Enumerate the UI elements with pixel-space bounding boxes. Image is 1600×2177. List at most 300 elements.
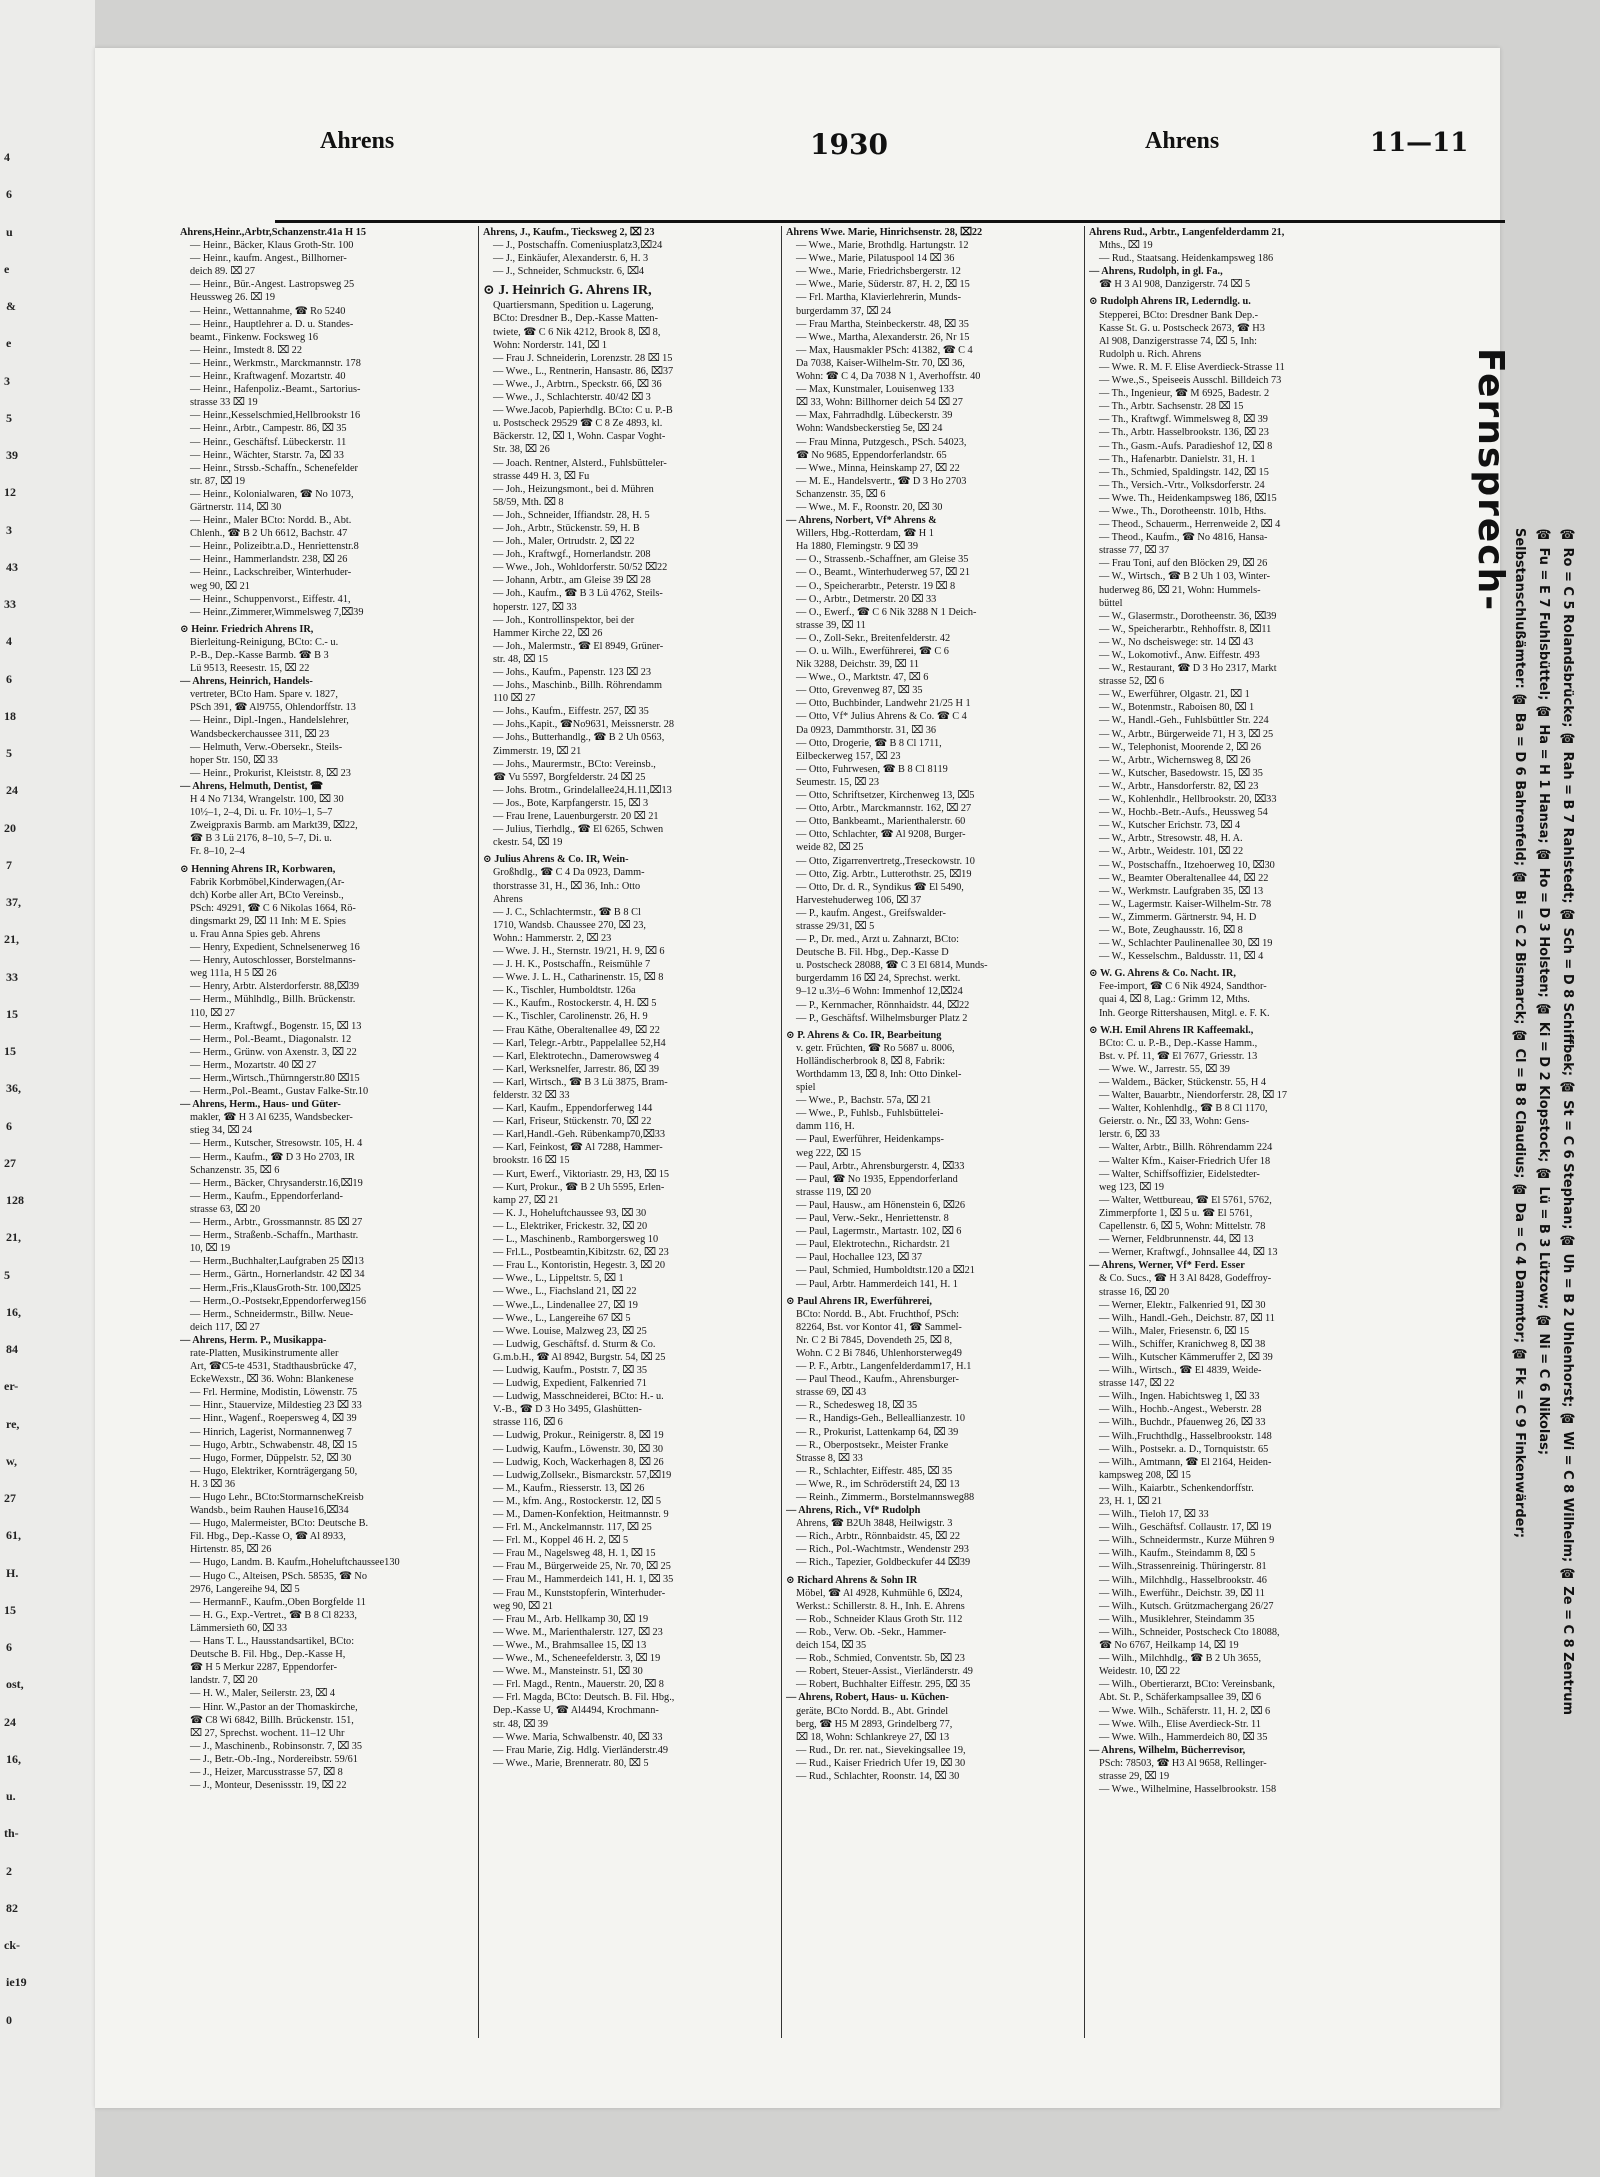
directory-entry: — O., Arbtr., Detmerstr. 20 ⌧ 33 [796,593,937,605]
directory-entry: — Otto, Schriftsetzer, Kirchenweg 13, ⌧5 [796,790,975,802]
margin-fragment: 36, [6,1081,21,1096]
margin-fragment: 5 [4,1267,10,1282]
directory-entry: — Karl, Feinkost, ☎ Al 7288, Hammer- [493,1142,663,1154]
directory-entry: — Rud., Kaiser Friedrich Ufer 19, ⌧ 30 [796,1757,966,1769]
directory-entry: Weidestr. 10, ⌧ 22 [1099,1666,1181,1678]
directory-entry: — Hugo, Landm. B. Kaufm.,Hoheluftchaussee130 [190,1557,400,1569]
directory-entry: Abt. St. P., Schäferkampsallee 39, ⌧ 6 [1099,1692,1262,1704]
running-head-right: Ahrens [1145,128,1220,154]
directory-entry: — Heinr., Imstedt 8. ⌧ 22 [190,344,302,356]
directory-entry: strasse 63, ⌧ 20 [190,1203,261,1215]
directory-entry: deich 117, ⌧ 27 [190,1321,260,1333]
directory-entry: 9–12 u.3½–6 Wohn: Immenhof 12,⌧24 [796,986,963,998]
directory-entry: — Th., Ingenieur, ☎ M 6925, Badestr. 2 [1099,388,1270,400]
directory-entry: 10, ⌧ 19 [190,1243,231,1255]
directory-entry: — Wwe. Wilh., Hammerdeich 80, ⌧ 35 [1099,1731,1268,1743]
column-1 [180,226,474,2038]
directory-entry: weg 90, ⌧ 21 [493,1600,553,1612]
directory-entry: — Heinr., Hauptlehrer a. D. u. Standes- [190,318,354,330]
directory-entry: — W., Kohlenhdlr., Hellbrookstr. 20, ⌧33 [1099,794,1277,806]
directory-entry: — H. W., Maler, Seilerstr. 23, ⌧ 4 [190,1688,336,1700]
directory-entry: Holländischerbrook 8, ⌧ 8, Fabrik: [796,1055,946,1067]
directory-entry: — Julius, Tierhdlg., ☎ El 6265, Schwen [493,824,664,836]
directory-entry: Bierleitung-Reinigung, BCto: C.- u. [190,636,339,648]
margin-fragment: 82 [6,1900,18,1915]
directory-entry: BCto: Dresdner B., Dep.-Kasse Matten- [493,313,659,325]
directory-entry: weg 111a, H 5 ⌧ 26 [190,968,277,980]
margin-fragment: 3 [4,373,10,388]
directory-entry: — Wwe., P., Fuhlsb., Fuhlsbüttelei- [796,1108,944,1120]
directory-entry: — M., Kaufm., Riesserstr. 13, ⌧ 26 [493,1482,645,1494]
directory-entry: — W., Kutscher, Basedowstr. 15, ⌧ 35 [1099,767,1263,779]
directory-entry: — Heinr., Polizeibtr.a.D., Henriettenstr.8 [190,541,359,553]
directory-entry: — Paul, Elektrotechn., Richardstr. 21 [796,1239,951,1251]
directory-entry: — O., Beamt., Winterhuderweg 57, ⌧ 21 [796,567,970,579]
directory-entry: — Herm., Mozartstr. 40 ⌧ 27 [190,1059,317,1071]
margin-fragment: 61, [6,1528,21,1543]
directory-entry: — Wilh., Postsekr. a. D., Tornquiststr. 65 [1099,1443,1269,1455]
directory-entry: — Reinh., Zimmerm., Borstelmannsweg88 [796,1492,975,1503]
directory-entry: — Heinr., Wettannahme, ☎ Ro 5240 [190,305,346,317]
directory-entry: 58/59, Mth. ⌧ 8 [493,496,564,508]
directory-entry: Quartiersmann, Spedition u. Lagerung, [493,300,654,312]
directory-entry: — W., Arbtr., Weidestr. 101, ⌧ 22 [1099,846,1244,858]
directory-entry: Da 7038, Kaiser-Wilhelm-Str. 70, ⌧ 36, [796,357,965,369]
directory-entry: vertreter, BCto Ham. Spare v. 1827, [190,689,338,701]
directory-entry: weg 90, ⌧ 21 [190,580,250,592]
directory-entry: — Wilh.,Fruchthdlg., Hasselbrookstr. 148 [1099,1430,1272,1442]
directory-entry: — Hugo, Elektriker, Kornträgergang 50, [190,1465,358,1477]
directory-entry: strasse 29, ⌧ 19 [1099,1770,1170,1782]
directory-entry: Stepperei, BCto: Dresdner Bank Dep.- [1099,309,1258,321]
directory-entry: — Joh., Kaufm., ☎ B 3 Lü 4762, Steils- [493,588,663,600]
directory-entry: — J., Heizer, Marcusstrasse 57, ⌧ 8 [190,1766,343,1778]
directory-entry: ☎ C8 Wi 6842, Billh. Brückenstr. 151, [190,1714,354,1726]
directory-entry: Wandsb., beim Rauhen Hause16,⌧34 [190,1505,349,1517]
directory-entry: strasse 52, ⌧ 6 [1099,676,1165,688]
directory-entry: — W., Arbtr., Hansdorferstr. 82, ⌧ 23 [1099,780,1259,792]
directory-entry: — Wwe. Louise, Malzweg 23, ⌧ 25 [493,1325,647,1337]
directory-entry: Art, ☎C5-te 4531, Stadthausbrücke 47, [190,1361,357,1373]
directory-entry: — Hugo, Malermeister, BCto: Deutsche B. [190,1518,369,1530]
directory-entry: — Wwe., Wilhelmine, Hasselbrookstr. 158 [1099,1784,1277,1796]
directory-entry: kamp 27, ⌧ 21 [493,1194,559,1206]
directory-entry: — Wwe.,S., Speiseeis Ausschl. Billdeich 73 [1099,375,1282,387]
directory-entry: 110, ⌧ 27 [190,1007,235,1019]
directory-entry: — Frl. Magd., Rentn., Mauerstr. 20, ⌧ 8 [493,1679,664,1691]
directory-entry: — M., kfm. Ang., Rostockerstr. 12, ⌧ 5 [493,1495,662,1507]
directory-entry: geräte, BCto Nordd. B., Abt. Grindel [796,1705,949,1717]
directory-entry: — Ahrens, Heinrich, Handels- [180,676,313,688]
directory-entry: Schanzenstr. 35, ⌧ 6 [190,1164,280,1176]
directory-entry: — Hinr. W.,Pastor an der Thomaskirche, [190,1701,358,1713]
directory-entry: — W., Wirtsch., ☎ B 2 Uh 1 03, Winter- [1099,571,1271,583]
directory-entry: ⊙ Paul Ahrens IR, Ewerführerei, [786,1295,932,1307]
directory-entry: — Wwe. Maria, Schwalbenstr. 40, ⌧ 33 [493,1731,663,1743]
directory-entry: — R., Schlachter, Eiffestr. 485, ⌧ 35 [796,1465,953,1477]
directory-entry: — O., Ewerf., ☎ C 6 Nik 3288 N 1 Deich- [796,606,977,618]
directory-entry: — W., Zimmerm. Gärtnerstr. 94, H. D [1099,911,1257,923]
directory-entry: — Rob., Schneider Klaus Groth Str. 112 [796,1613,963,1625]
directory-entry: ⊙ W.H. Emil Ahrens IR Kaffeemakl., [1089,1024,1254,1036]
directory-entry: — Herm., Arbtr., Grossmannstr. 85 ⌧ 27 [190,1217,363,1229]
directory-entry: — Wilh., Wirtsch., ☎ El 4839, Weide- [1099,1365,1262,1377]
margin-fragment: th- [4,1826,19,1841]
directory-entry: — Heinr., Arbtr., Campestr. 86, ⌧ 35 [190,423,347,435]
directory-entry: — Otto, Schlachter, ☎ Al 9208, Burger- [796,829,966,841]
directory-page [95,48,1575,2108]
directory-entry: — Hans T. L., Hausstandsartikel, BCto: [190,1636,355,1648]
directory-entry: Str. 38, ⌧ 26 [493,444,550,456]
directory-entry: — Frau L., Kontoristin, Hegestr. 3, ⌧ 20 [493,1260,666,1272]
column-divider [478,226,479,2038]
directory-entry: ⊙ Heinr. Friedrich Ahrens IR, [180,623,314,635]
directory-entry: ckestr. 54, ⌧ 19 [493,837,563,849]
directory-entry: — Wilh., Obertierarzt, BCto: Vereinsbank, [1099,1679,1275,1691]
directory-entry: burgerdamm 37, ⌧ 24 [796,305,892,317]
telephone-exchange-legend [1470,348,1588,1728]
directory-entry: — Otto, Bankbeamt., Marienthalerstr. 60 [796,816,966,828]
margin-fragment: 39 [6,448,18,463]
directory-entry: — Wwe., Martha, Alexanderstr. 26, Nr 15 [796,331,970,343]
directory-entry: — Ludwig, Kaufm., Löwenstr. 30, ⌧ 30 [493,1443,664,1455]
directory-entry: — W., Restaurant, ☎ D 3 Ho 2317, Markt [1099,663,1277,675]
directory-entry: — Herm., Schneidermstr., Billw. Neue- [190,1308,354,1320]
directory-entry: Willers, Hbg.-Rotterdam, ☎ H 1 [796,528,934,540]
directory-entry: — W., Bote, Zeughausstr. 16, ⌧ 8 [1099,924,1243,936]
margin-fragment: 3 [6,522,12,537]
directory-entry: strasse 449 H. 3, ⌧ Fu [493,470,590,482]
directory-entry: 110 ⌧ 27 [493,693,536,705]
directory-entry: — Wwe. Wilh., Elise Averdieck-Str. 11 [1099,1718,1261,1730]
page-number: 11—11 [1370,128,1469,158]
directory-entry: BCto: C. u. P.-B., Dep.-Kasse Hamm., [1099,1037,1258,1049]
previous-page-edge [0,0,95,2177]
directory-entry: quai 4, ⌧ 8, Lag.: Grimm 12, Mths. [1099,994,1250,1006]
directory-entry: u. Frau Anna Spies geb. Ahrens [190,928,321,940]
directory-entry: — Otto, Drogerie, ☎ B 8 Cl 1711, [796,737,942,749]
directory-entry: — W., Lagermstr. Kaiser-Wilhelm-Str. 78 [1099,898,1272,910]
directory-entry: — O., Strassenb.-Schaffner, am Gleise 35 [796,554,969,566]
directory-entry: — Herm., Bäcker, Chrysanderstr.16,⌧19 [190,1177,363,1189]
margin-fragment: 37, [6,895,21,910]
directory-entry: Lämmersieth 60, ⌧ 33 [190,1622,288,1634]
directory-entry: Bäckerstr. 12, ⌧ 1, Wohn. Caspar Voght- [493,431,666,443]
margin-fragment: 27 [4,1155,16,1170]
directory-entry: Zimmerstr. 19, ⌧ 21 [493,745,582,757]
directory-entry: — Wilh., Ingen. Habichtsweg 1, ⌧ 33 [1099,1391,1260,1403]
directory-entry: dch) Korbe aller Art, BCto Vereinsb., [190,889,344,901]
directory-entry: — Herm.,Pol.-Beamt., Gustav Falke-Str.10 [190,1086,369,1098]
directory-entry: — W., Botenmstr., Raboisen 80, ⌧ 1 [1099,702,1255,714]
directory-entry: Möbel, ☎ Al 4928, Kuhmühle 6, ⌧24, [796,1587,963,1599]
directory-entry: H 4 No 7134, Wrangelstr. 100, ⌧ 30 [190,794,344,806]
directory-entry: — Karl, Kaufm., Eppendorferweg 144 [493,1103,653,1115]
directory-entry: — Frau M., Kunststopferin, Winterhuder- [493,1587,666,1599]
directory-entry: — P. F., Arbtr., Langenfelderdamm17, H.1 [796,1361,972,1373]
directory-entry: — Joh., Maler, Ortrudstr. 2, ⌧ 22 [493,536,635,548]
directory-entry: — Heinr., Schuppenvorst., Eiffestr. 41, [190,593,351,605]
directory-entry: — Wilh., Musiklehrer, Steindamm 35 [1099,1613,1255,1625]
directory-entry: Ahrens,Heinr.,Arbtr,Schanzenstr.41a H 15 [180,227,367,238]
directory-entry: — Robert, Steuer-Assist., Vierländerstr. 49 [796,1666,973,1678]
page-year: 1930 [810,128,888,161]
directory-entry: Wandsbeckerchaussee 311, ⌧ 23 [190,728,330,740]
directory-entry: — Ludwig, Koch, Wackerhagen 8, ⌧ 26 [493,1456,664,1468]
directory-entry: ☎ B 3 Lü 2176, 8–10, 5–7, Di. u. [190,833,332,845]
directory-entry: — Kurt, Ewerf., Viktoriastr. 29, H3, ⌧ 15 [493,1168,670,1180]
directory-entry: — Heinr., Kraftwagenf. Mozartstr. 40 [190,371,346,383]
directory-entry: — W., Speicherarbtr., Rehhoffstr. 8, ⌧11 [1099,623,1272,635]
directory-entry: — Wwe., Marie, Brenneratr. 80, ⌧ 5 [493,1757,649,1769]
directory-entry: — Wwe., P., Bachstr. 57a, ⌧ 21 [796,1095,932,1107]
directory-entry: — W., Beamter Oberaltenallee 44, ⌧ 22 [1099,872,1269,884]
directory-entry: — Wilh., Kutsch. Grützmachergang 26/27 [1099,1600,1274,1612]
directory-entry: — K., Tischler, Carolinenstr. 26, H. 9 [493,1011,648,1023]
directory-entry: — Hugo, Arbtr., Schwabenstr. 48, ⌧ 15 [190,1439,358,1451]
column-4 [1089,226,1383,2038]
margin-fragment: 4 [4,150,10,164]
directory-entry: strasse 29/31, ⌧ 5 [796,920,875,932]
directory-entry: — Th., Versich.-Vrtr., Volksdorferstr. 24 [1099,479,1265,491]
directory-entry: — Johs.,Kapit., ☎No9631, Meissnerstr. 28 [493,719,675,731]
directory-entry: — Ahrens, Werner, Vf* Ferd. Esser [1089,1260,1245,1272]
directory-entry: strasse 33 ⌧ 19 [190,397,258,409]
directory-entry: — Ahrens, Wilhelm, Bücherrevisor, [1089,1744,1246,1756]
directory-entry: — Wwe., L., Lippeltstr. 5, ⌧ 1 [493,1273,624,1285]
directory-entry: ☎ No 6767, Heilkamp 14, ⌧ 19 [1099,1640,1239,1652]
directory-entry: — Wilh.,Strassenreinig. Thüringerstr. 81 [1099,1561,1267,1573]
directory-entry: landstr. 7, ⌧ 20 [190,1675,258,1687]
directory-entry: deich 154, ⌧ 35 [796,1640,867,1652]
directory-entry: G.m.b.H., ☎ Al 8942, Burgstr. 54, ⌧ 25 [493,1351,666,1363]
directory-entry: Worthdamm 13, ⌧ 8, Inh: Otto Dinkel- [796,1069,962,1080]
directory-entry: strasse 77, ⌧ 37 [1099,545,1170,557]
directory-entry: — Hinrich, Lagerist, Normannenweg 7 [190,1426,352,1438]
directory-entry: — Johs., Butterhandlg., ☎ B 2 Uh 0563, [493,732,665,744]
directory-entry: — M. E., Handelsvertr., ☎ D 3 Ho 2703 [796,475,967,487]
margin-fragment: ost, [6,1677,24,1692]
directory-entry: — Joh., Kontrollinspektor, bei der [493,614,635,626]
margin-fragment: 5 [6,410,12,425]
directory-entry: — Herm.,Wirtsch.,Thürnngerstr.80 ⌧15 [190,1073,360,1084]
directory-entry: — Heinr.,Zimmerer,Wimmelsweg 7,⌧39 [190,606,364,618]
directory-entry: — Wilh., Milchhdlg., Hasselbrookstr. 46 [1099,1574,1267,1586]
directory-entry: — Paul, Arbtr. Hammerdeich 141, H. 1 [796,1278,958,1290]
directory-entry: — Rich., Arbtr., Rönnbaidstr. 45, ⌧ 22 [796,1531,961,1543]
directory-entry: — Wwe., Marie, Pilatuspool 14 ⌧ 36 [796,253,955,265]
directory-entry: Deutsche B. Fil. Hbg., Dep.-Kasse D [796,947,949,959]
directory-entry: Wohn: Wandsbeckerstieg 5e, ⌧ 24 [796,423,943,435]
directory-entry: — Joh., Arbtr., Stückenstr. 59, H. B [493,522,640,534]
directory-entry: — Joach. Rentner, Alsterd., Fuhlsbütteler- [493,457,667,469]
directory-entry: — Rich., Pol.-Wachtmstr., Wendenstr 293 [796,1544,969,1556]
directory-entry: — Karl,Handl.-Geh. Rübenkamp70,⌧33 [493,1129,666,1141]
directory-entry: — J., Schneider, Schmuckstr. 6, ⌧4 [493,266,645,278]
directory-entry: — Johs., Kaufm., Papenstr. 123 ⌧ 23 [493,667,652,678]
directory-entry: — Wilh., Amtmann, ☎ El 2164, Heiden- [1099,1456,1272,1468]
directory-entry: — J., Maschinenb., Robinsonstr. 7, ⌧ 35 [190,1740,363,1752]
directory-entry: — Heinr., Hammerlandstr. 238, ⌧ 26 [190,554,348,566]
directory-entry: — Wilh., Buchdr., Pfauenweg 26, ⌧ 33 [1099,1417,1266,1429]
directory-entry: — Ahrens, Robert, Haus- u. Küchen- [786,1692,949,1704]
directory-entry: — Hugo Lehr., BCto:StormarnscheKreisb [190,1492,364,1503]
directory-entry: — Rob., Schmied, Conventstr. 5b, ⌧ 23 [796,1653,965,1665]
directory-entry: — Heinr., Maler BCto: Nordd. B., Abt. [190,515,352,527]
directory-entry: — Max, Kunstmaler, Louisenweg 133 [796,384,955,396]
directory-entry: — Henry, Arbtr. Alsterdorferstr. 88,⌧39 [190,981,360,993]
directory-entry: Fee-import, ☎ C 6 Nik 4924, Sandthor- [1099,981,1267,993]
directory-entry: — Heinr., Lackschreiber, Winterhuder- [190,567,352,579]
directory-entry: — Wwe., L., Langereihe 67 ⌧ 5 [493,1312,631,1324]
directory-entry: — Walter, Wettbureau, ☎ El 5761, 5762, [1099,1194,1272,1206]
margin-fragment: 15 [4,1044,16,1059]
directory-entry: — Henry, Autoschlosser, Borstelmanns- [190,955,356,967]
directory-entry: — Th., Hafenarbtr. Danielstr. 31, H. 1 [1099,453,1256,465]
directory-entry: 82264, Bst. vor Kontor 41, ☎ Sammel- [796,1321,962,1333]
directory-entry: — Joh., Kraftwgf., Hornerlandstr. 208 [493,549,651,561]
directory-entry: strasse 16, ⌧ 20 [1099,1286,1170,1298]
margin-fragment: 15 [4,1602,16,1617]
margin-fragment: 15 [6,1006,18,1021]
directory-entry: — J., Postschaffn. Comeniusplatz3,⌧24 [493,240,663,252]
header-rule [275,220,1505,223]
directory-entry: — P., Kernmacher, Rönnhaidstr. 44, ⌧22 [796,999,970,1011]
directory-entry: — Frl. Martha, Klavierlehrerin, Munds- [796,292,961,304]
directory-entry: — Karl, Werksnelfer, Jarrestr. 86, ⌧ 39 [493,1063,659,1075]
directory-entry: — Wilh., Tieloh 17, ⌧ 33 [1099,1509,1209,1521]
directory-entry: — Otto, Dr. d. R., Syndikus ☎ El 5490, [796,881,964,893]
directory-entry: — Wilh., Ewerführ., Deichstr. 39, ⌧ 11 [1099,1587,1265,1599]
directory-entry: Ahrens, ☎ B2Uh 3848, Heilwigstr. 3 [796,1518,953,1530]
directory-entry: Großhdlg., ☎ C 4 Da 0923, Damm- [493,867,645,879]
directory-entry: — L., Maschinenb., Ramborgersweg 10 [493,1234,659,1246]
directory-entry: thorstrasse 31, H., ⌧ 36, Inh.: Otto [493,880,641,892]
directory-entry: — Paul, ☎ No 1935, Eppendorferland [796,1173,958,1185]
directory-entry: Nik 3288, Deichstr. 39, ⌧ 11 [796,659,920,671]
margin-fragment: & [6,299,16,314]
directory-entry: — W., Arbtr., Stresowstr. 48, H. A. [1099,833,1243,845]
directory-entry: Strasse 8, ⌧ 33 [796,1452,863,1464]
directory-entry: — Ahrens, Norbert, Vf* Ahrens & [786,515,937,527]
directory-entry: — Hinr., Wagenf., Roepersweg 4, ⌧ 39 [190,1413,357,1425]
directory-entry: — Ludwig, Expedient, Falkenried 71 [493,1378,647,1390]
directory-entry: — Hinr., Stauervize, Mildestieg 23 ⌧ 33 [190,1400,362,1412]
directory-entry: ☎ H 5 Merkur 2287, Eppendorfer- [190,1662,338,1674]
directory-entry: — Herm., Gärtn., Hornerlandstr. 42 ⌧ 34 [190,1269,365,1281]
directory-entry: — Heinr., Dipl.-Ingen., Handelslehrer, [190,715,349,727]
directory-entry: — Frau J. Schneiderin, Lorenzstr. 28 ⌧ 15 [493,352,673,364]
directory-entry: — Heinr., Strssb.-Schaffn., Schenefelder [190,462,358,474]
directory-entry: — Wwe. M., Mansteinstr. 51, ⌧ 30 [493,1666,643,1678]
directory-entry: — Ludwig, Geschäftsf. d. Sturm & Co. [493,1338,656,1350]
directory-entry: — Ahrens, Herm., Haus- und Güter- [180,1099,341,1111]
directory-entry: — Ludwig, Prokur., Reinigerstr. 8, ⌧ 19 [493,1430,664,1442]
directory-entry: stieg 34, ⌧ 24 [190,1125,253,1137]
directory-entry: strasse 147, ⌧ 22 [1099,1378,1175,1390]
directory-entry: — O. u. Wilh., Ewerführerei, ☎ C 6 [796,646,949,657]
directory-entry: berg, ☎ H5 M 2893, Grindelberg 77, [796,1718,953,1730]
directory-entry: — W., Hochb.-Betr.-Aufs., Heussweg 54 [1099,807,1268,819]
directory-entry: — Wilh., Milchhdlg., ☎ B 2 Uh 3655, [1099,1653,1262,1665]
directory-entry: hoper Str. 150, ⌧ 33 [190,754,278,766]
directory-entry: — Wilh., Handl.-Geh., Deichstr. 87, ⌧ 11 [1099,1312,1275,1324]
directory-entry: — W., Glasermstr., Dorotheenstr. 36, ⌧39 [1099,610,1277,622]
directory-entry: Bst. v. Pf. 11, ☎ El 7677, Griesstr. 13 [1099,1050,1258,1062]
directory-entry: — Frau M., Nagelsweg 48, H. 1, ⌧ 15 [493,1548,656,1560]
directory-entry: — Karl, Elektrotechn., Damerowsweg 4 [493,1050,660,1062]
directory-entry: — Johs., Kaufm., Eiffestr. 257, ⌧ 35 [493,706,649,718]
directory-entry: Fr. 8–10, 2–4 [190,846,245,858]
directory-entry: — W., Kutscher Erichstr. 73, ⌧ 4 [1099,820,1241,832]
directory-entry: Inh. George Rittershausen, Mitgl. e. F. K. [1099,1007,1270,1019]
directory-entry: — Wwe. R. M. F. Elise Averdieck-Strasse 11 [1099,361,1285,373]
directory-entry: — W., No dscheiswege: str. 14 ⌧ 43 [1099,636,1254,648]
margin-fragment: 18 [4,708,16,723]
directory-entry: — Johs., Maschinb., Billh. Röhrendamm [493,680,663,692]
directory-entry: Al 908, Danzigerstrasse 74, ⌧ 5, Inh: [1099,335,1257,347]
directory-entry: — Frau M., Arb. Hellkamp 30, ⌧ 19 [493,1613,649,1625]
directory-entry: — Paul, Hochallee 123, ⌧ 37 [796,1252,922,1264]
directory-entry: — Wwe. J. H., Sternstr. 19/21, H. 9, ⌧ 6 [493,945,665,957]
directory-entry: — W., Arbtr., Wichernsweg 8, ⌧ 26 [1099,754,1251,766]
directory-entry: PSch: 78503, ☎ H3 Al 9658, Rellinger- [1099,1757,1267,1769]
directory-entry: — Johs. Brotm., Grindelallee24,H.11,⌧13 [493,784,672,796]
directory-entry: — Walter, Kohlenhdlg., ☎ B 8 Cl 1170, [1099,1103,1268,1115]
directory-entry: weg 123, ⌧ 19 [1099,1181,1165,1193]
directory-entry: — Robert, Buchhalter Eiffestr. 295, ⌧ 35 [796,1679,971,1691]
margin-fragment: e [6,336,12,351]
directory-entry: — Otto, Vf* Julius Ahrens & Co. ☎ C 4 [796,711,967,723]
directory-entry: Rudolph u. Rich. Ahrens [1099,348,1202,360]
margin-fragment: 21, [6,1230,21,1245]
directory-entry: PSch 391, ☎ Al9755, Ohlendorffstr. 13 [190,702,356,714]
directory-entry: — Frau Marie, Zig. Hdlg. Vierländerstr.49 [493,1744,669,1756]
directory-entry: 2976, Langereihe 94, ⌧ 5 [190,1583,300,1595]
directory-entry: — Rud., Dr. rer. nat., Sievekingsallee 19, [796,1744,966,1756]
directory-entry: — L., Elektriker, Frickestr. 32, ⌧ 20 [493,1220,648,1232]
directory-entry: — M., Damen-Konfektion, Heitmannstr. 9 [493,1509,669,1520]
directory-entry: — Wilh., Kaiarbtr., Schenkendorffstr. [1099,1482,1254,1494]
margin-fragment: 24 [6,783,18,798]
directory-entry: V.-B., ☎ D 3 Ho 3495, Glashütten- [493,1404,642,1416]
directory-entry: — Wwe., Joh., Wohldorferstr. 50/52 ⌧22 [493,562,668,574]
directory-entry: — Rud., Schlachter, Roonstr. 14, ⌧ 30 [796,1770,960,1782]
margin-fragment: 84 [6,1342,18,1357]
margin-fragment: 43 [6,559,18,574]
margin-fragment: 5 [6,746,12,761]
directory-entry: — Heinr., Hafenpoliz.-Beamt., Sartorius- [190,384,361,396]
directory-entry: — Wwe., O., Marktstr. 47, ⌧ 6 [796,672,929,684]
directory-entry: — W., Lokomotivf., Anw. Eiffestr. 493 [1099,650,1260,661]
directory-entry: — J. C., Schlachtermstr., ☎ B 8 Cl [493,906,641,918]
directory-entry: Ahrens Rud., Arbtr., Langenfelderdamm 21, [1089,227,1285,238]
directory-entry: — Johs., Maurermstr., BCto: Vereinsb., [493,758,656,770]
margin-fragment: 21, [4,932,19,947]
directory-entry: — Wwe.,L., Lindenallee 27, ⌧ 19 [493,1299,638,1311]
directory-entry: — Walter, Arbtr., Billh. Röhrendamm 224 [1099,1142,1273,1154]
directory-entry: — Max, Fahrradhdlg. Lübeckerstr. 39 [796,410,953,422]
directory-entry: ⌧ 27, Sprechst. wochent. 11–12 Uhr [190,1727,345,1739]
directory-entry: — Frau Minna, Putzgesch., PSch. 54023, [796,436,967,448]
directory-entry: — Johann, Arbtr., am Gleise 39 ⌧ 28 [493,575,651,587]
directory-entry: — J., Betr.-Ob.-Ing., Nordereibstr. 59/61 [190,1753,358,1765]
directory-entry: — P., kaufm. Angest., Greifswalder- [796,907,946,919]
directory-entry: — Rich., Tapezier, Goldbeckufer 44 ⌧39 [796,1557,971,1569]
directory-entry: — W., Handl.-Geh., Fuhlsbüttler Str. 224 [1099,715,1269,727]
directory-entry: — Heinr., Wächter, Starstr. 7a, ⌧ 33 [190,449,344,461]
directory-entry: — Paul, Ewerführer, Heidenkamps- [796,1134,944,1146]
